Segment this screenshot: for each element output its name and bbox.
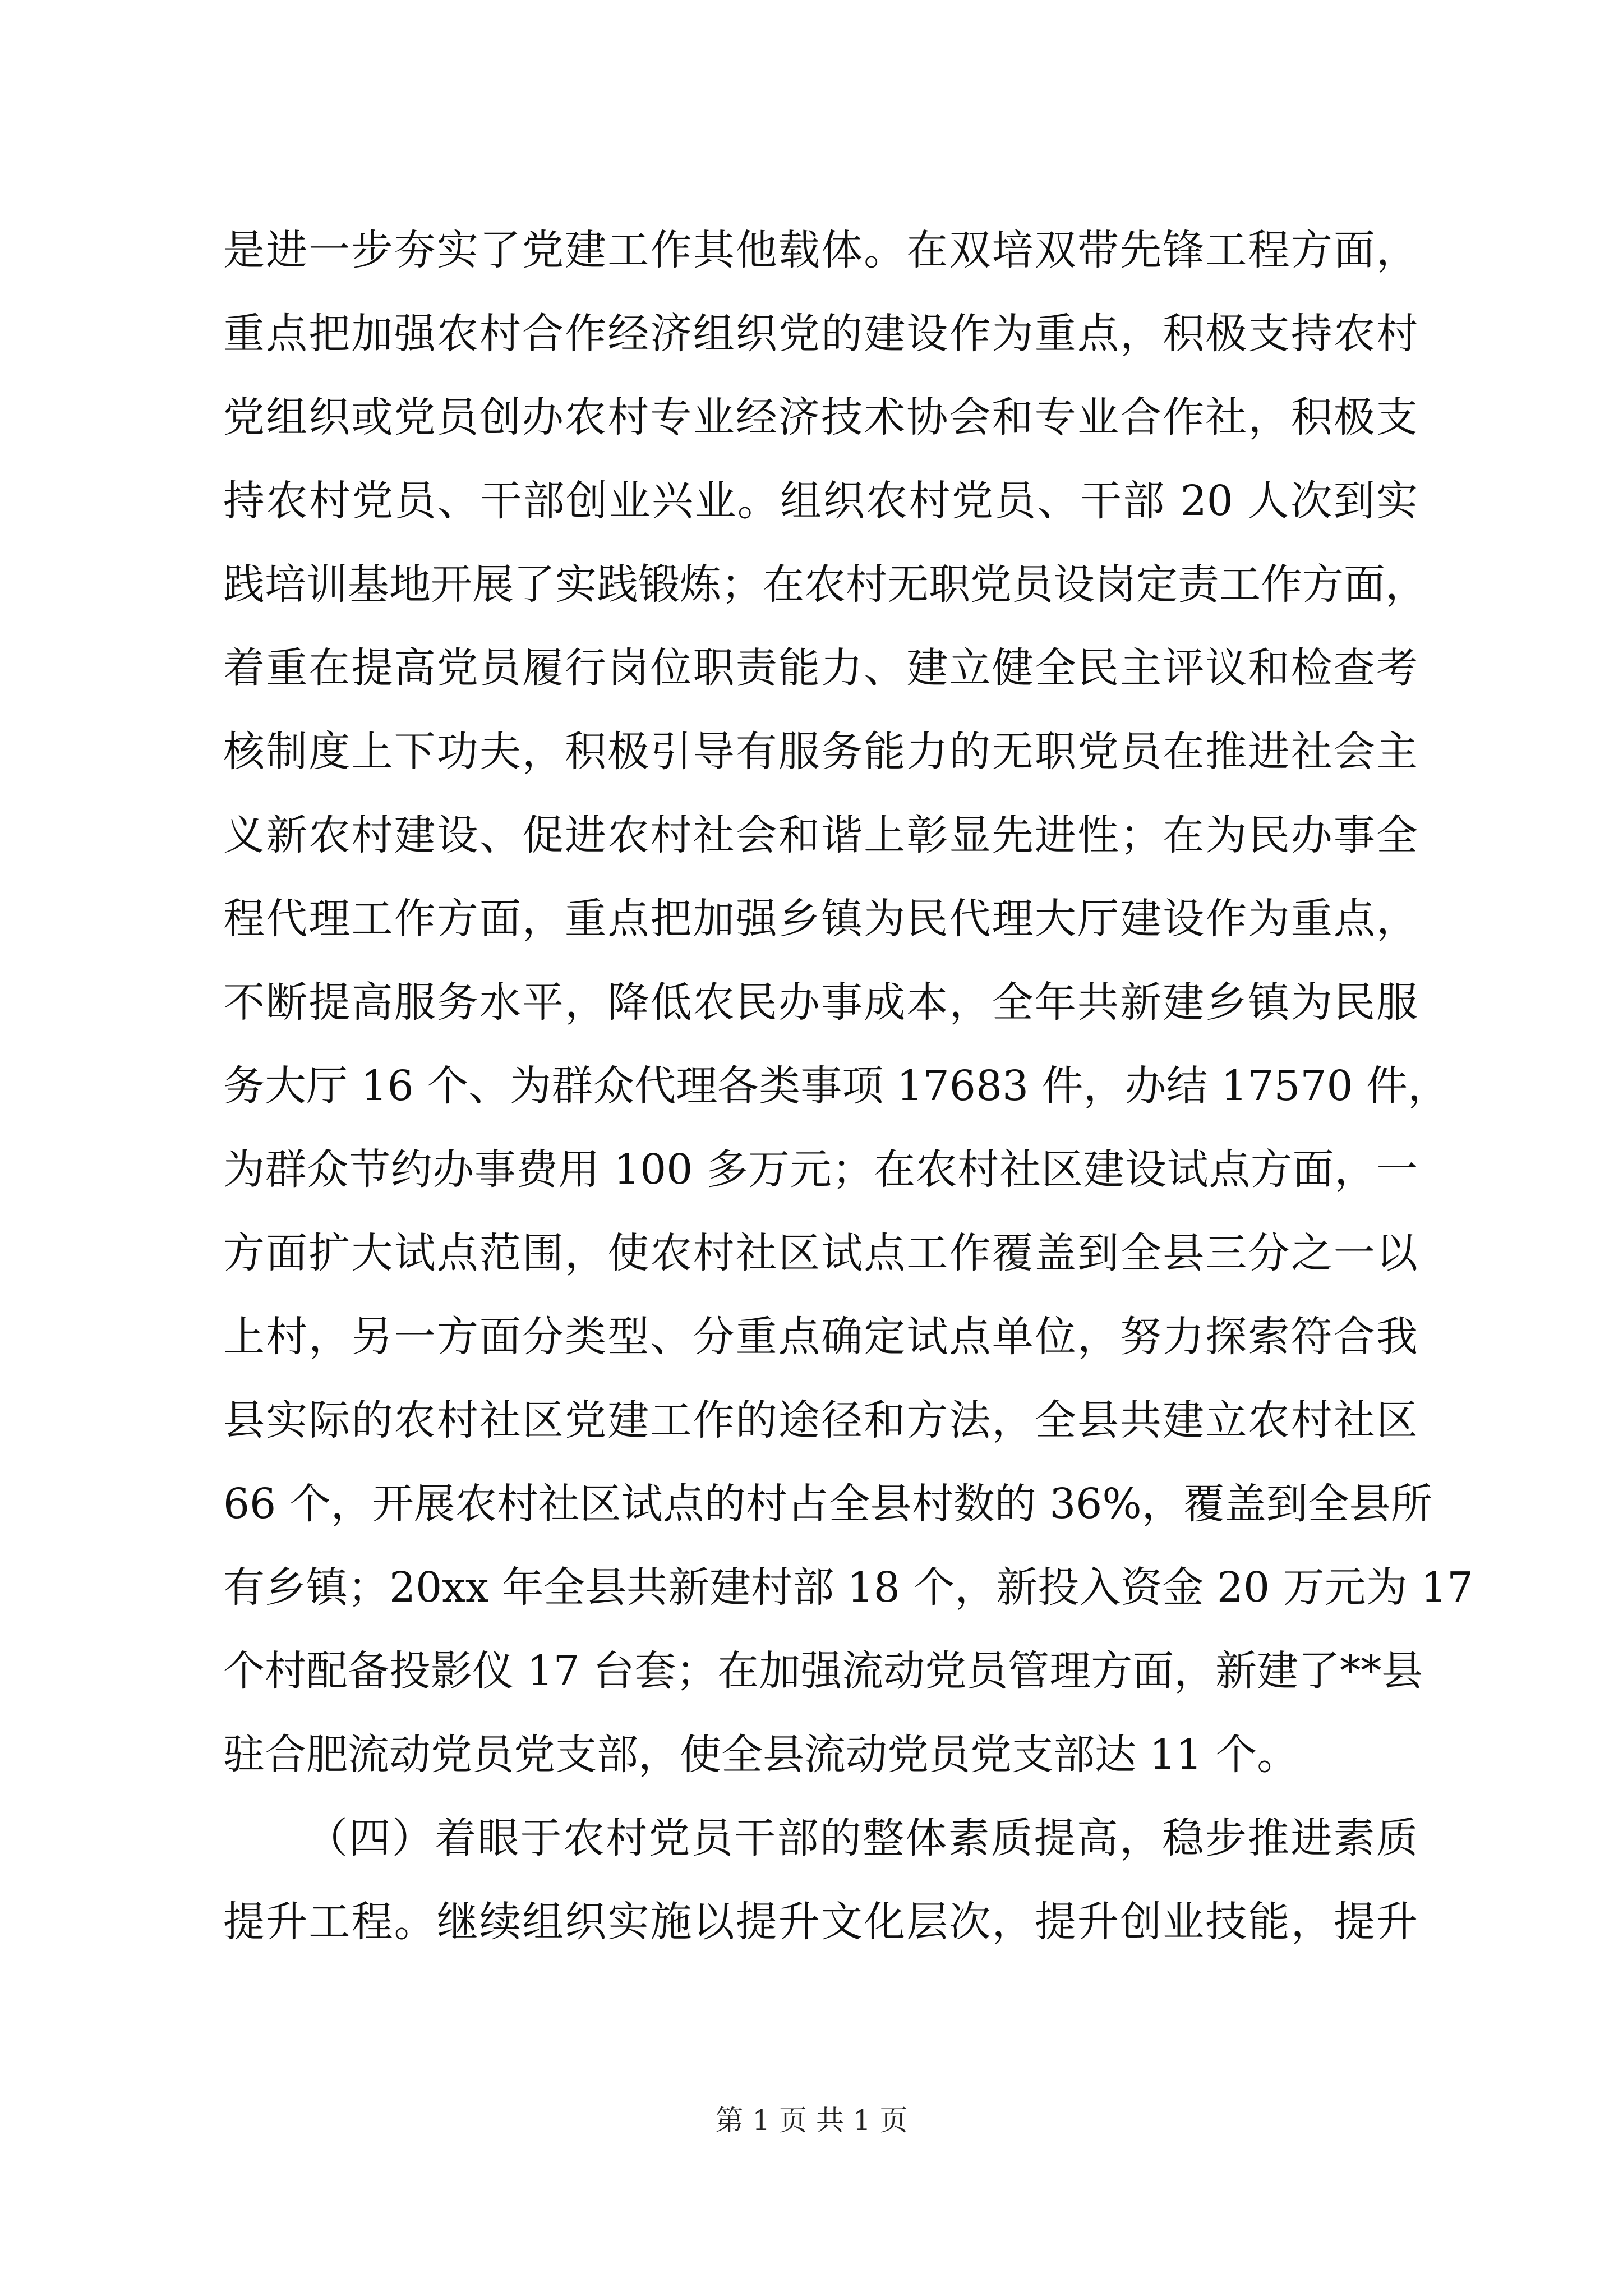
text-line: 重点把加强农村合作经济组织党的建设作为重点，积极支持农村 <box>223 310 1418 358</box>
text-line: 驻合肥流动党员党支部，使全县流动党员党支部达 11 个。 <box>223 1731 1299 1779</box>
text-line: 有乡镇；20xx 年全县共新建村部 18 个，新投入资金 20 万元为 17 <box>223 1563 1474 1612</box>
text-line: 个村配备投影仪 17 台套；在加强流动党员管理方面，新建了**县 <box>223 1647 1423 1695</box>
page-footer: 第 1 页 共 1 页 <box>715 2104 908 2137</box>
text-line: 务大厅 16 个、为群众代理各类事项 17683 件，办结 17570 件， <box>223 1062 1450 1110</box>
text-line: 持农村党员、干部创业兴业。组织农村党员、干部 20 人次到实 <box>223 477 1418 525</box>
text-line: 上村，另一方面分类型、分重点确定试点单位，努力探索符合我 <box>223 1313 1418 1361</box>
text-line: 方面扩大试点范围，使农村社区试点工作覆盖到全县三分之一以 <box>223 1229 1418 1277</box>
text-line: 为群众节约办事费用 100 多万元；在农村社区建设试点方面，一 <box>223 1145 1418 1194</box>
text-line: 不断提高服务水平，降低农民办事成本，全年共新建乡镇为民服 <box>223 978 1418 1027</box>
text-line: 县实际的农村社区党建工作的途径和方法，全县共建立农村社区 <box>223 1396 1418 1444</box>
text-line: 核制度上下功夫，积极引导有服务能力的无职党员在推进社会主 <box>223 728 1418 776</box>
text-line: 践培训基地开展了实践锻炼；在农村无职党员设岗定责工作方面， <box>223 560 1427 609</box>
text-line: 义新农村建设、促进农村社会和谐上彰显先进性；在为民办事全 <box>223 811 1418 859</box>
text-line: 程代理工作方面，重点把加强乡镇为民代理大厅建设作为重点， <box>223 895 1418 943</box>
document-body <box>223 209 1474 1964</box>
text-line: 着重在提高党员履行岗位职责能力、建立健全民主评议和检查考 <box>223 644 1418 692</box>
text-line: 是进一步夯实了党建工作其他载体。在双培双带先锋工程方面， <box>223 226 1418 274</box>
text-line: 党组织或党员创办农村专业经济技术协会和专业合作社，积极支 <box>223 393 1418 441</box>
text-line: 提升工程。继续组织实施以提升文化层次，提升创业技能，提升 <box>223 1898 1418 1946</box>
text-line: 66 个，开展农村社区试点的村占全县村数的 36%，覆盖到全县所 <box>223 1480 1432 1528</box>
paragraph-first-line: （四）着眼于农村党员干部的整体素质提高，稳步推进素质 <box>306 1814 1418 1862</box>
